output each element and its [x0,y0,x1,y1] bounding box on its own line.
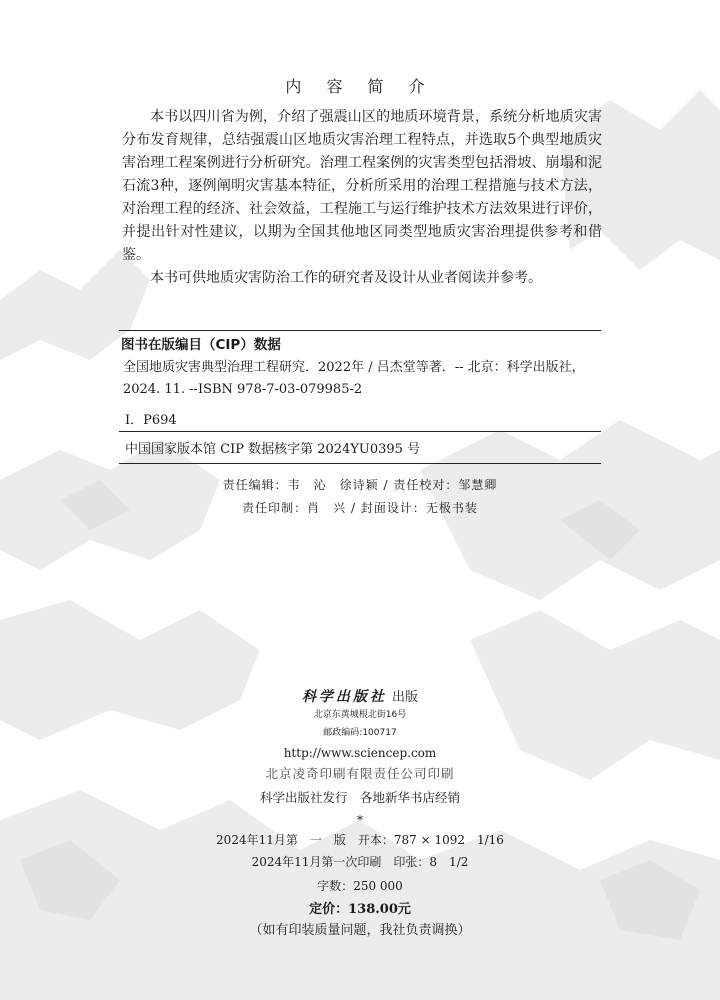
cip-heading: 图书在版编目（CIP）数据 [121,337,281,353]
publisher-url: http://www.sciencep.com [283,746,437,760]
staff-line-1: 责任编辑：韦 沁 徐诗颖 / 责任校对：邹慧卿 [222,478,498,492]
publisher-logo: 科学出版社 [301,689,387,705]
cip-classification: Ⅰ．P694 [125,413,177,428]
cip-bottom-rule [119,463,601,464]
publisher-suffix: 出版 [392,690,419,705]
distribution-line: 科学出版社发行 各地新华书店经销 [259,790,460,805]
printer-line: 北京凌奇印刷有限责任公司印刷 [265,766,455,781]
staff-line-2: 责任印制：肖 兴 / 封面设计：无极书装 [242,501,478,515]
printing-line: 2024年11月第一次印刷 印张：8 1/2 [251,855,469,869]
separator-asterisk: * [357,813,363,827]
cip-block [119,330,601,464]
cip-verification: 中国国家版本馆 CIP 数据核字第 2024YU0395 号 [125,442,421,457]
cip-middle-rule [119,431,601,432]
cip-record: 全国地质灾害典型治理工程研究．2022年 / 吕杰堂等著．-- 北京：科学出版社，2024. 11. --ISBN 978-7-03-079985-2 [123,360,585,397]
publisher-address: 北京东黄城根北街16号 [313,710,407,720]
intro-paragraph-1: 本书以四川省为例，介绍了强震山区的地质环境背景，系统分析地质灾害分布发育规律，总结强震山区地质灾害治理工程特点，并选取5个典型地质灾害治理工程案例进行分析研究。治理工程案例的灾害类型包括滑坡、崩塌和泥石流3种，逐例阐明灾害基本特征，分析所采用的治理工程措施与技术方法，对治理工程的经济、社会效益，工程施工与运行维护技术方法效果进行评价，并提出针对性建议，以期为全国其他地区同类型地质灾害治理提供参考和借鉴。 [122,109,602,263]
intro-section [122,106,602,290]
edition-line: 2024年11月第 一 版 开本：787 × 1092 1/16 [216,833,504,847]
quality-note: （如有印装质量问题，我社负责调换） [249,923,471,938]
publisher-postcode: 邮政编码:100717 [323,728,397,738]
intro-title: 内 容 简 介 [285,77,435,96]
price-line: 定价：138.00元 [309,902,411,917]
intro-paragraph-2: 本书可供地质灾害防治工作的研究者及设计从业者阅读并参考。 [150,270,542,286]
cip-top-rule [119,330,601,331]
publisher-line [0,688,720,704]
word-count-line: 字数：250 000 [317,879,403,893]
